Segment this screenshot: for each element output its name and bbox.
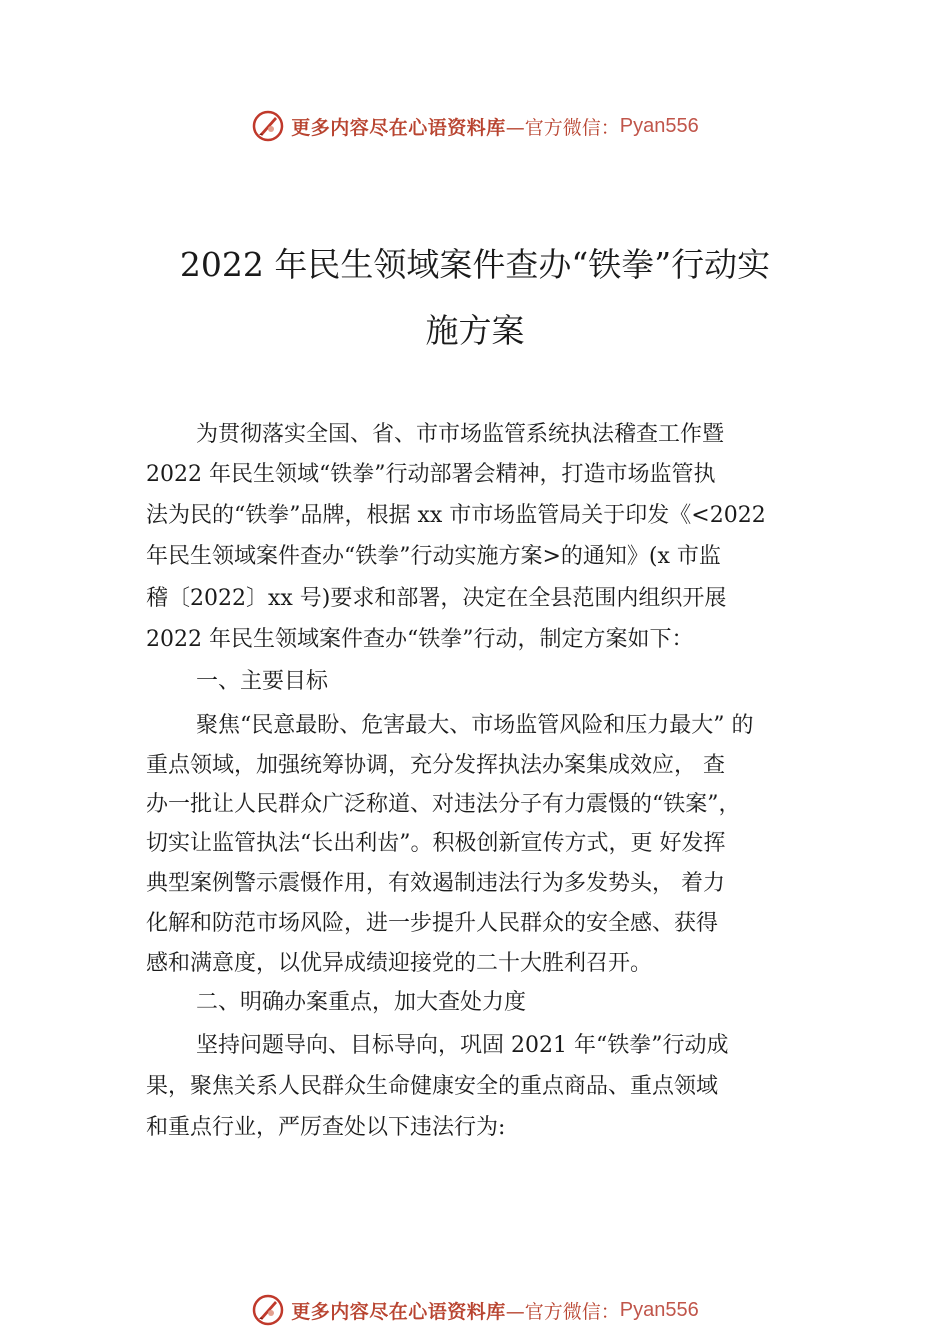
watermark-handle: Pyan556 bbox=[619, 114, 699, 137]
watermark-handle: Pyan556 bbox=[619, 1298, 699, 1321]
body-line: 感和满意度，以优异成绩迎接党的二十大胜利召开。 bbox=[146, 951, 653, 976]
body-line: 2022 年民生领域案件查办“铁拳”行动，制定方案如下： bbox=[146, 627, 694, 652]
watermark-brand-text: 更多内容尽在心语资料库 bbox=[291, 116, 506, 139]
body-line: 办一批让人民群众广泛称道、对违法分子有力震慑的“铁案”， bbox=[146, 792, 741, 817]
document-title-line-2: 施方案 bbox=[425, 311, 525, 350]
body-line: 果，聚焦关系人民群众生命健康安全的重点商品、重点领域 bbox=[146, 1074, 719, 1099]
body-line: 化解和防范市场风险，进一步提升人民群众的安全感、获得 bbox=[146, 911, 719, 936]
watermark-separator: —官方微信： bbox=[505, 116, 620, 139]
section-heading-1: 一、主要目标 bbox=[196, 669, 329, 694]
body-line: 稽〔2022〕xx 号)要求和部署，决定在全县范围内组织开展 bbox=[146, 586, 727, 611]
watermark-banner-top bbox=[0, 106, 950, 146]
body-line: 聚焦“民意最盼、危害最大、市场监管风险和压力最大” 的 bbox=[196, 713, 754, 738]
watermark-brand-text: 更多内容尽在心语资料库 bbox=[291, 1300, 506, 1323]
section-heading-2: 二、明确办案重点，加大查处力度 bbox=[196, 990, 527, 1015]
body-line: 年民生领域案件查办“铁拳”行动实施方案>的通知》(x 市监 bbox=[146, 544, 721, 569]
document-title-line-1: 2022 年民生领域案件查办“铁拳”行动实 bbox=[179, 245, 771, 284]
body-line: 为贯彻落实全国、省、市市场监管系统执法稽查工作暨 bbox=[196, 422, 725, 447]
quill-seal-logo-icon bbox=[251, 109, 285, 143]
watermark-separator: —官方微信： bbox=[505, 1300, 620, 1323]
watermark-banner-bottom bbox=[0, 1290, 950, 1330]
body-line: 2022 年民生领域“铁拳”行动部署会精神，打造市场监管执 bbox=[146, 462, 716, 487]
body-line: 重点领域，加强统筹协调，充分发挥执法办案集成效应， 查 bbox=[146, 753, 725, 778]
body-line: 法为民的“铁拳”品牌，根据 xx 市市场监管局关于印发《<2022 bbox=[146, 503, 766, 528]
body-line: 和重点行业，严厉查处以下违法行为: bbox=[146, 1115, 506, 1140]
body-line: 坚持问题导向、目标导向，巩固 2021 年“铁拳”行动成 bbox=[196, 1033, 729, 1058]
body-line: 典型案例警示震慑作用，有效遏制违法行为多发势头， 着力 bbox=[146, 871, 725, 896]
quill-seal-logo-icon bbox=[251, 1293, 285, 1327]
body-line: 切实让监管执法“长出利齿”。积极创新宣传方式，更 好发挥 bbox=[146, 831, 726, 856]
